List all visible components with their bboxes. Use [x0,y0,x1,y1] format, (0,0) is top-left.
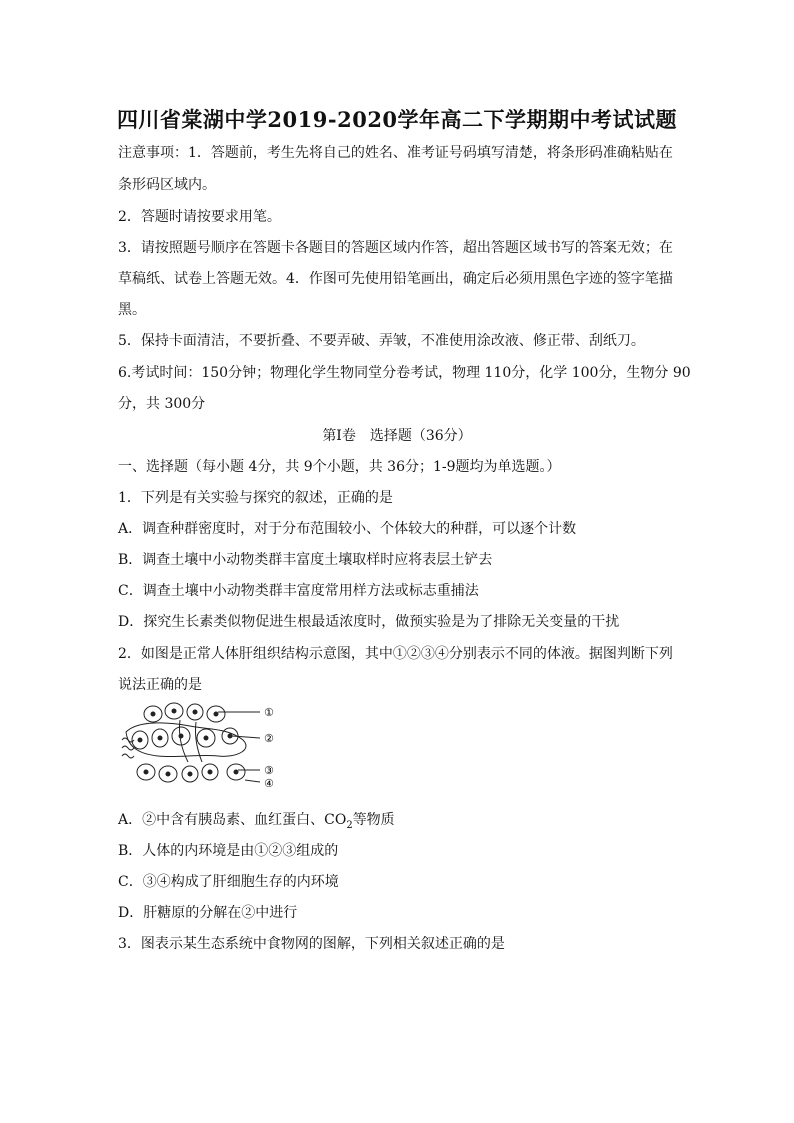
q1-option-a: A．调查种群密度时，对于分布范围较小、个体较大的种群，可以逐个计数 [118,521,577,537]
q2-option-a [118,810,678,836]
q2-option-c: C．③④构成了肝细胞生存的内环境 [118,874,339,890]
q2-option-d: D．肝糖原的分解在②中进行 [118,905,298,921]
figure-label-4: ④ [264,777,274,790]
figure-label-1: ① [264,706,274,719]
q1-option-c: C．调查土壤中小动物类群丰富度常用样方法或标志重捕法 [118,583,479,599]
section-intro: 一、选择题（每小题 4分，共 9个小题，共 36分；1-9题均为单选题。） [118,459,561,475]
q2-option-b: B．人体的内环境是由①②③组成的 [118,843,339,859]
notes-line-2: 条形码区域内。 [118,177,216,193]
notes-line-6: 黑。 [118,302,146,318]
q2-stem-line-1: 2．如图是正常人体肝组织结构示意图，其中①②③④分别表示不同的体液。据图判断下列 [118,646,673,662]
q1-option-b: B．调查土壤中小动物类群丰富度土壤取样时应将表层土铲去 [118,552,493,568]
notes-line-1: 注意事项：1．答题前，考生先将自己的姓名、准考证号码填写清楚，将条形码准确粘贴在 [118,145,673,161]
page-title: 四川省棠湖中学2019-2020学年高二下学期期中考试试题 [116,107,678,132]
figure-label-2: ② [264,732,274,745]
q1-option-d: D．探究生长素类似物促进生根最适浓度时，做预实验是为了排除无关变量的干扰 [118,614,620,630]
q2-option-a-subscript: 2 [346,819,353,831]
notes-line-4: 3．请按照题号顺序在答题卡各题目的答题区域内作答，超出答题区域书写的答案无效；在 [118,240,673,256]
q2-option-a-tail: 等物质 [352,812,395,828]
q2-stem-line-2: 说法正确的是 [118,677,202,693]
q2-option-a-text: A．②中含有胰岛素、血红蛋白、CO [118,812,347,828]
notes-line-9: 分，共 300分 [118,396,206,412]
notes-line-8: 6.考试时间：150分钟；物理化学生物同堂分卷考试，物理 110分，化学 100分，生物分 90 [118,365,691,381]
notes-line-3: 2．答题时请按要求用笔。 [118,209,281,225]
liver-tissue-diagram [118,700,288,795]
figure-label-3: ③ [264,764,274,777]
q3-stem: 3．图表示某生态系统中食物网的图解，下列相关叙述正确的是 [118,936,505,952]
q1-stem: 1．下列是有关实验与探究的叙述，正确的是 [118,490,393,506]
section-heading: 第Ⅰ卷 选择题（36分） [322,428,472,444]
notes-line-7: 5．保持卡面清洁，不要折叠、不要弄破、弄皱，不准使用涂改液、修正带、刮纸刀。 [118,333,645,349]
notes-line-5: 草稿纸、试卷上答题无效。4．作图可先使用铅笔画出，确定后必须用黑色字迹的签字笔描 [118,271,673,287]
